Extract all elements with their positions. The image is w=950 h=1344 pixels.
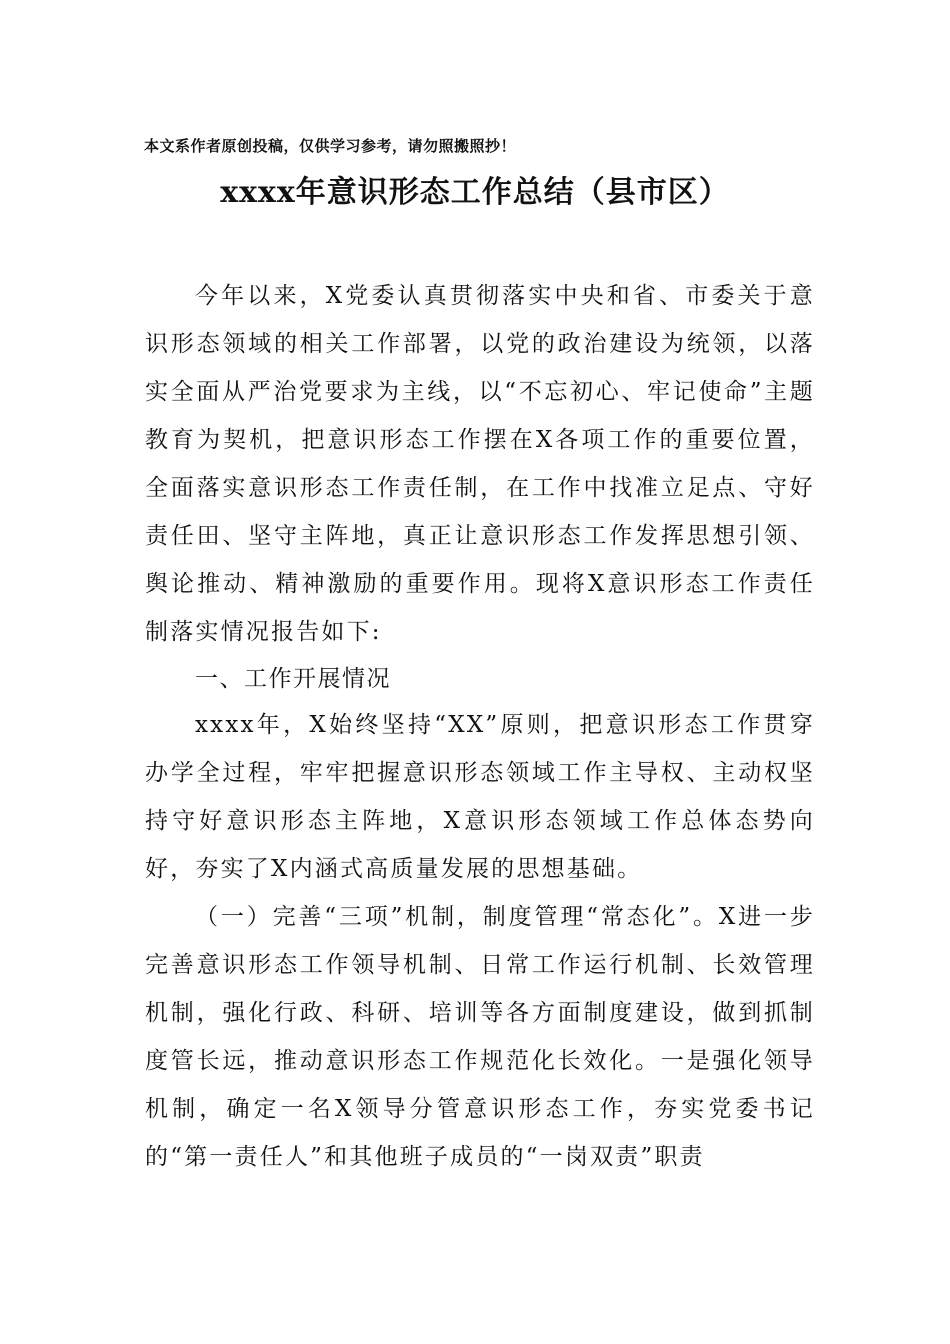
section-heading: 一、工作开展情况 bbox=[195, 666, 391, 692]
body-paragraph: （一）完善“三项”机制，制度管理“常态化”。X进一步完善意识形态工作领导机制、日常工作运行机制、长效管理机制，强化行政、科研、培训等各方面制度建设，做到抓制度管长远，推动意识形态工作规范化长效化。一是强化领导机制，确定一名X领导分管意识形态工作，夯实党委书记的“第一责任人”和其他班子成员的“一岗双责”职责 bbox=[145, 904, 815, 1170]
body-paragraph: xxxx年，X始终坚持“XX”原则，把意识形态工作贯穿办学全过程，牢牢把握意识形态领域工作主导权、主动权坚持守好意识形态主阵地，X意识形态领域工作总体态势向好，夯实了X内涵式高质量发展的思想基础。 bbox=[145, 712, 815, 882]
copyright-notice: 本文系作者原创投稿，仅供学习参考，请勿照搬照抄！ bbox=[144, 137, 517, 155]
intro-paragraph: 今年以来，X党委认真贯彻落实中央和省、市委关于意识形态领域的相关工作部署，以党的政治建设为统领，以落实全面从严治党要求为主线，以“不忘初心、牢记使命”主题教育为契机，把意识形态工作摆在X各项工作的重要位置，全面落实意识形态工作责任制，在工作中找准立足点、守好责任田、坚守主阵地，真正让意识形态工作发挥思想引领、舆论推动、精神激励的重要作用。现将X意识形态工作责任制落实情况报告如下: bbox=[145, 283, 815, 645]
document-title: xxxx年意识形态工作总结（县市区） bbox=[220, 175, 730, 210]
